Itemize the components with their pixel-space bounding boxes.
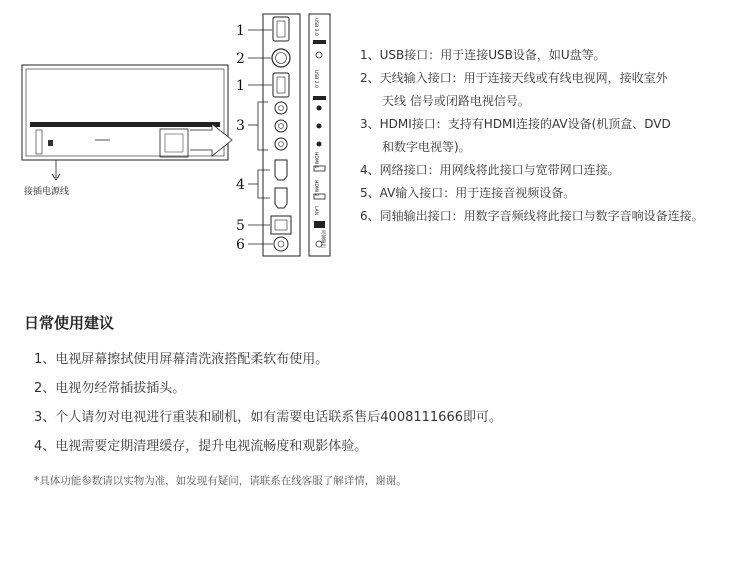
label-coax: 同轴输出 bbox=[320, 230, 325, 248]
usage-tip-4: 4、电视需要定期清理缓存，提升电视流畅度和观影体验。 bbox=[34, 439, 368, 454]
port-description-list bbox=[360, 44, 745, 228]
label-lan: LAN bbox=[313, 206, 318, 216]
callout-1a: 1 bbox=[236, 23, 245, 39]
callout-6: 6 bbox=[236, 237, 245, 253]
usage-tip-2: 2、电视勿经常插拔插头。 bbox=[34, 381, 186, 396]
footnote: *具体功能参数请以实物为准，如发现有疑问，请联系在线客服了解详情，谢谢。 bbox=[34, 475, 407, 487]
callout-5: 5 bbox=[236, 218, 245, 234]
label-usb1: USB 3.0 bbox=[313, 18, 318, 36]
port-item-6: 6、同轴输出接口：用数字音频线将此接口与数字音响设备连接。 bbox=[360, 209, 704, 223]
power-caption: 接插电源线 bbox=[24, 187, 70, 197]
callout-4: 4 bbox=[236, 177, 245, 193]
connector-panel bbox=[263, 14, 300, 256]
port-item-3-continuation: 和数字电视等)。 bbox=[382, 140, 471, 154]
side-view-strip bbox=[309, 14, 330, 256]
label-usb2: USB 2.0 bbox=[313, 70, 318, 88]
usage-tip-3: 3、个人请勿对电视进行重装和刷机，如有需要电话联系售后4008111666即可。 bbox=[34, 410, 502, 425]
arrow-icon bbox=[190, 124, 232, 156]
power-cable-arrow bbox=[52, 168, 60, 180]
callout-3: 3 bbox=[236, 118, 245, 134]
callout-2: 2 bbox=[236, 51, 245, 67]
usage-section-title: 日常使用建议 bbox=[24, 314, 115, 332]
port-item-3: 3、HDMI接口：支持有HDMI连接的AV设备(机顶盒、DVD bbox=[360, 117, 671, 131]
label-hdmi1: HDMI 1 bbox=[313, 152, 318, 169]
port-item-5: 5、AV输入接口：用于连接音视频设备。 bbox=[360, 186, 576, 200]
callout-1b: 1 bbox=[236, 78, 245, 94]
usage-tips-list bbox=[34, 345, 502, 461]
port-item-1: 1、USB接口：用于连接USB设备，如U盘等。 bbox=[360, 48, 606, 62]
port-item-2: 2、天线输入接口：用于连接天线或有线电视网，接收室外 bbox=[360, 71, 668, 85]
usage-tip-1: 1、电视屏幕擦拭使用屏幕清洗液搭配柔软布使用。 bbox=[34, 352, 329, 367]
port-item-2-continuation: 天线 信号或闭路电视信号。 bbox=[382, 94, 530, 108]
label-hdmi2: HDMI 2 bbox=[313, 180, 318, 197]
port-item-4: 4、网络接口：用网线将此接口与宽带网口连接。 bbox=[360, 163, 620, 177]
tv-back-illustration bbox=[22, 65, 228, 168]
